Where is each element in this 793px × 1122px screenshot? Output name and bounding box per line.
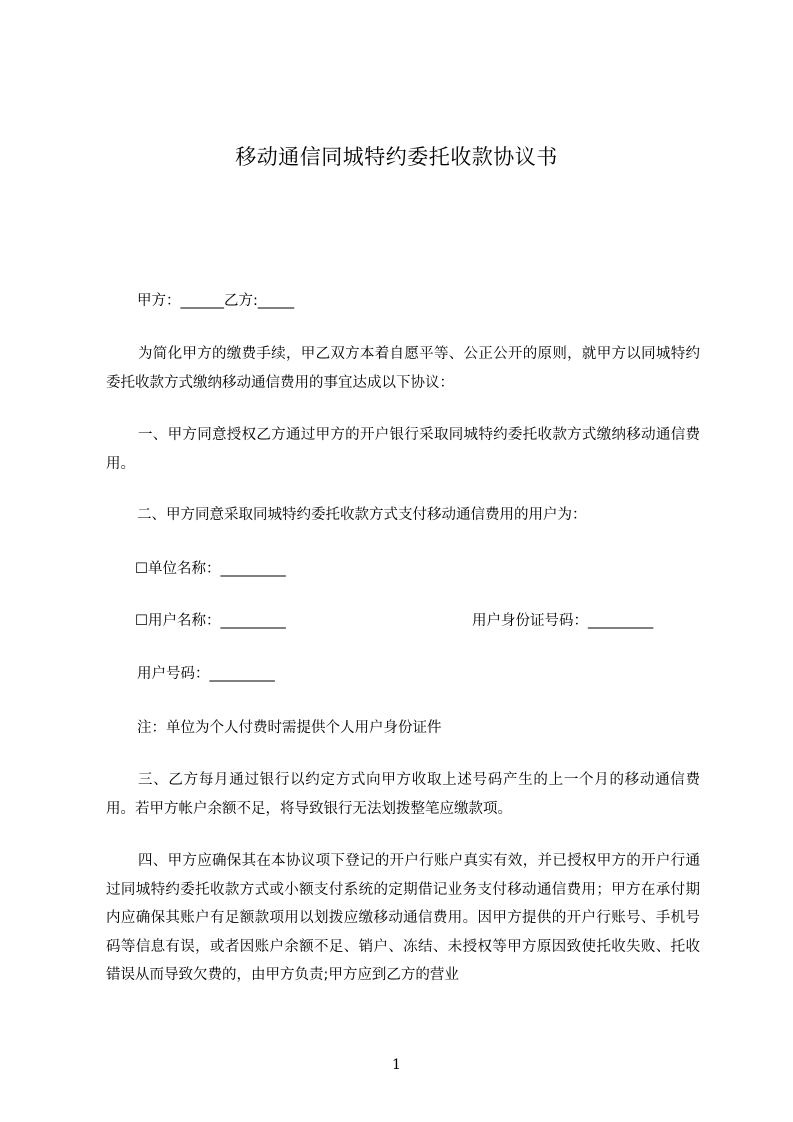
note-line: 注：单位为个人付费时需提供个人用户身份证件 — [137, 720, 442, 736]
document-title: 移动通信同城特约委托收款协议书 — [235, 145, 558, 169]
clause-three: 三、乙方每月通过银行以约定方式向甲方收取上述号码产生的上一个月的移动通信费用。若甲方帐户余额不足，将导致银行无法划拨整笔应缴款项。 — [106, 772, 700, 817]
clause-two: 二、甲方同意采取同城特约委托收款方式支付移动通信费用的用户为： — [137, 507, 587, 523]
intro-paragraph: 为简化甲方的缴费手续，甲乙双方本着自愿平等、公正公开的原则，就甲方以同城特约委托收款方式缴纳移动通信费用的事宜达成以下协议： — [106, 346, 700, 391]
user-id-number-field: 用户身份证号码：_________ — [472, 613, 654, 629]
user-name-field: ☐用户名称：_________ — [135, 613, 286, 629]
clause-four: 四、甲方应确保其在本协议项下登记的开户行账户真实有效，并已授权甲方的开户行通过同城特约委托收款方式或小额支付系统的定期借记业务支付移动通信费用；甲方在承付期内应确保其账户有足额款项用以划拨应缴移动通信费用。因甲方提供的开户行账号、手机号码等信息有误，或者因账户余额不足、销户、冻结、未授权等甲方原因致使托收失败、托收错误从而导致欠费的，由甲方负责;甲方应到乙方的营业 — [106, 853, 700, 983]
parties-line: 甲方：______乙方:_____ — [137, 293, 295, 309]
unit-name-field: ☐单位名称：_________ — [135, 561, 286, 577]
page-number: 1 — [392, 1057, 401, 1073]
clause-one: 一、甲方同意授权乙方通过甲方的开户银行采取同城特约委托收款方式缴纳移动通信费用。 — [106, 427, 700, 472]
user-number-field: 用户号码：_________ — [137, 666, 275, 682]
